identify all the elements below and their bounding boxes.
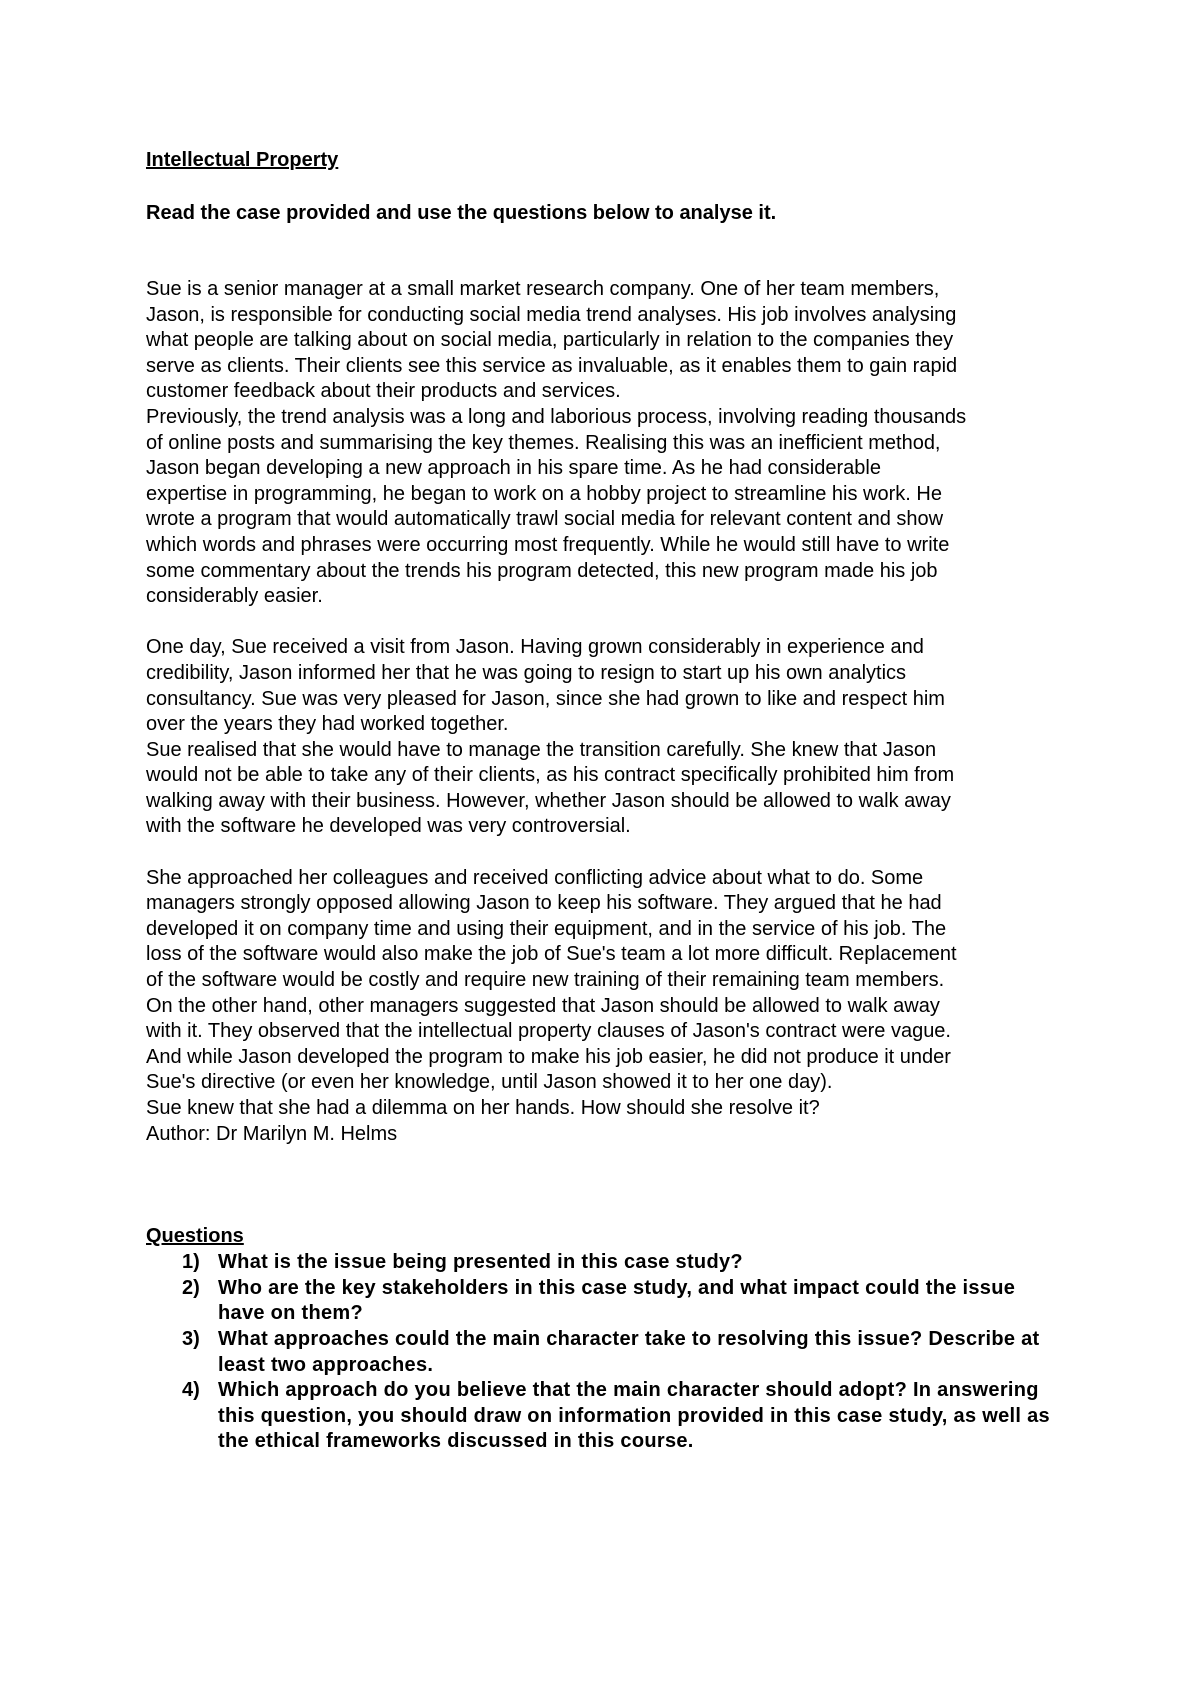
question-item <box>146 1327 1066 1378</box>
document-page <box>146 148 1066 1455</box>
question-text: Which approach do you believe that the main character should adopt? In answering this question, you should draw on information provided in this case study, as well as the ethical frameworks discussed in this course. <box>218 1379 1050 1453</box>
instruction-text: Read the case provided and use the questions below to analyse it. <box>146 202 777 224</box>
questions-heading: Questions <box>146 1225 244 1248</box>
question-number: 4) <box>182 1379 200 1402</box>
question-item <box>146 1378 1066 1455</box>
question-item <box>146 1250 1066 1276</box>
case-paragraph-3: She approached her colleagues and received conflicting advice about what to do. Some managers strongly opposed allowing Jason to keep his software. They argued that he had developed it on company time and using their equipment, and in the service of his job. The loss of the software would also make the job of Sue's team a lot more difficult. Replacement of the software would be costly and require new training of their remaining team members. On the other hand, other managers suggested that Jason should be allowed to walk away with it. They observed that the intellectual property clauses of Jason's contract were vague. And while Jason developed the program to make his job easier, he did not produce it under Sue's directive (or even her knowledge, until Jason showed it to her one day). Sue knew that she had a dilemma on her hands. How should she resolve it? Author: Dr Marilyn M. Helms <box>146 866 957 1145</box>
question-text: Who are the key stakeholders in this case study, and what impact could the issue have on them? <box>218 1276 1016 1325</box>
questions-list <box>146 1250 1066 1455</box>
question-number: 1) <box>182 1251 200 1274</box>
case-paragraph-2: One day, Sue received a visit from Jason. Having grown considerably in experience and credibility, Jason informed her that he was going to resign to start up his own analytics consultancy. Sue was very pleased for Jason, since she had grown to like and respect him over the years they had worked together. Sue realised that she would have to manage the transition carefully. She knew that Jason would not be able to take any of their clients, as his contract specifically prohibited him from walking away with their business. However, whether Jason should be allowed to walk away with the software he developed was very controversial. <box>146 636 955 838</box>
case-paragraph-1: Sue is a senior manager at a small market research company. One of her team members, Jason, is responsible for conducting social media trend analyses. His job involves analysing what people are talking about on social media, particularly in relation to the companies they serve as clients. Their clients see this service as invaluable, as it enables them to gain rapid customer feedback about their products and services. Previously, the trend analysis was a long and laborious process, involving reading thousands of online posts and summarising the key themes. Realising this was an inefficient method, Jason began developing a new approach in his spare time. As he had considerable expertise in programming, he began to work on a hobby project to streamline his work. He wrote a program that would automatically trawl social media for relevant content and show which words and phrases were occurring most frequently. While he would still have to write some commentary about the trends his program detected, this new program made his job considerably easier. <box>146 278 967 608</box>
document-title: Intellectual Property <box>146 149 339 171</box>
question-text: What is the issue being presented in this case study? <box>218 1251 743 1274</box>
question-number: 2) <box>182 1276 200 1299</box>
question-text: What approaches could the main character take to resolving this issue? Describe at least two approaches. <box>218 1327 1040 1376</box>
question-item <box>146 1276 1066 1327</box>
question-number: 3) <box>182 1327 200 1350</box>
